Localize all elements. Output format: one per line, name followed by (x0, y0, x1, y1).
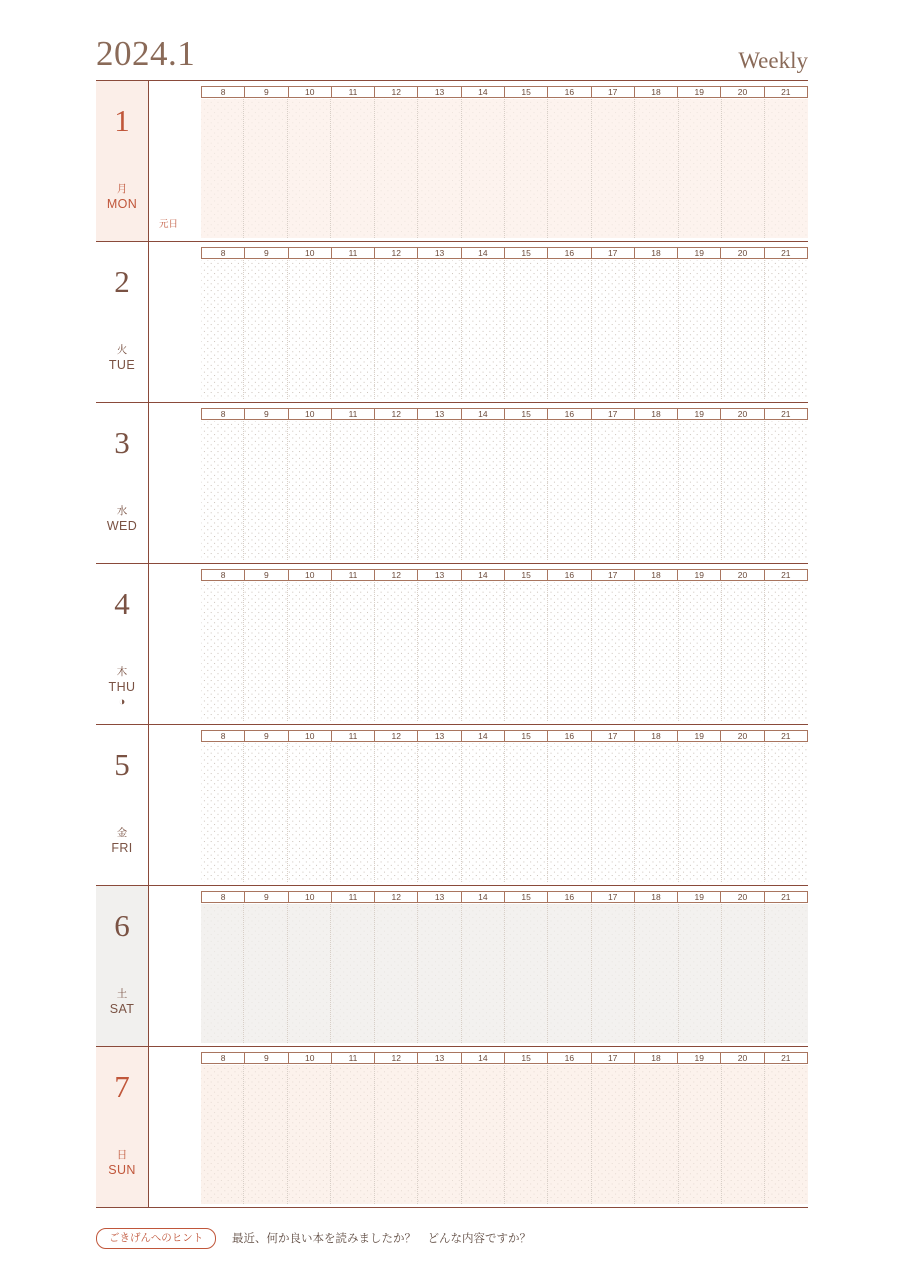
day-weekday-en: WED (106, 519, 138, 533)
hour-ruler (201, 408, 808, 420)
hour-tick: 12 (375, 731, 418, 741)
hour-column[interactable] (375, 1065, 418, 1204)
hour-tick: 16 (548, 892, 591, 902)
hour-column[interactable] (244, 743, 287, 882)
hour-column[interactable] (592, 582, 635, 721)
hour-tick: 12 (375, 1053, 418, 1063)
hour-tick: 12 (375, 409, 418, 419)
hour-tick: 18 (635, 570, 678, 580)
hour-column[interactable] (375, 582, 418, 721)
hour-tick: 18 (635, 731, 678, 741)
hour-column[interactable] (722, 260, 765, 399)
hour-column[interactable] (765, 1065, 807, 1204)
hour-column[interactable] (592, 260, 635, 399)
hour-column[interactable] (244, 421, 287, 560)
hour-column[interactable] (244, 260, 287, 399)
day-weekday-jp: 日 (116, 1149, 128, 1161)
day-row (96, 563, 808, 724)
hour-tick: 12 (375, 87, 418, 97)
day-number: 5 (114, 747, 130, 782)
hour-tick: 17 (592, 409, 635, 419)
hour-column[interactable] (462, 582, 505, 721)
hour-column[interactable] (375, 421, 418, 560)
hour-tick: 20 (721, 1053, 764, 1063)
hour-tick: 11 (332, 570, 375, 580)
day-weekday-jp: 金 (116, 827, 128, 839)
hour-tick: 10 (289, 731, 332, 741)
section-title: Weekly (738, 48, 808, 73)
hour-column[interactable] (722, 582, 765, 721)
hour-tick: 19 (678, 570, 721, 580)
hour-tick: 15 (505, 570, 548, 580)
hour-ruler (201, 247, 808, 259)
hour-column[interactable] (201, 260, 244, 399)
hour-column[interactable] (288, 1065, 331, 1204)
hour-tick: 18 (635, 87, 678, 97)
day-number: 1 (114, 103, 130, 138)
hour-tick: 18 (635, 248, 678, 258)
hour-column[interactable] (592, 421, 635, 560)
hour-column[interactable] (592, 904, 635, 1043)
hour-column[interactable] (679, 421, 722, 560)
day-label-sun (96, 1047, 149, 1208)
hour-column[interactable] (201, 1065, 244, 1204)
day-weekday-jp: 木 (116, 666, 128, 678)
hour-column-lines[interactable] (201, 743, 808, 882)
hour-column[interactable] (679, 904, 722, 1043)
hour-column-lines[interactable] (201, 904, 808, 1043)
hour-tick: 19 (678, 731, 721, 741)
hour-tick: 14 (462, 248, 505, 258)
moon-phase-icon: ◑ (118, 696, 126, 708)
hour-tick: 10 (289, 87, 332, 97)
hour-ruler (201, 891, 808, 903)
hour-column[interactable] (418, 904, 461, 1043)
day-number: 7 (114, 1069, 130, 1104)
hour-column[interactable] (418, 743, 461, 882)
hour-column[interactable] (288, 260, 331, 399)
hour-column[interactable] (505, 1065, 548, 1204)
day-number: 4 (114, 586, 130, 621)
hour-tick: 15 (505, 87, 548, 97)
hour-column[interactable] (288, 421, 331, 560)
hour-tick: 13 (418, 409, 461, 419)
hour-column[interactable] (592, 743, 635, 882)
day-label-thu (96, 564, 149, 725)
hour-column[interactable] (765, 743, 807, 882)
hour-column[interactable] (635, 904, 678, 1043)
hour-tick: 12 (375, 570, 418, 580)
hour-column[interactable] (288, 743, 331, 882)
hour-column[interactable] (418, 260, 461, 399)
hour-column[interactable] (765, 260, 807, 399)
day-label-tue (96, 242, 149, 403)
hour-column[interactable] (548, 743, 591, 882)
hour-tick: 8 (202, 409, 245, 419)
hour-column[interactable] (635, 582, 678, 721)
hour-column[interactable] (331, 904, 374, 1043)
hour-tick: 8 (202, 892, 245, 902)
hour-tick: 9 (245, 409, 288, 419)
day-weekday-en: SAT (109, 1002, 135, 1016)
hour-tick: 12 (375, 892, 418, 902)
hour-column[interactable] (244, 99, 287, 238)
hour-tick: 10 (289, 248, 332, 258)
hour-tick: 20 (721, 409, 764, 419)
day-row (96, 1046, 808, 1207)
hour-tick: 15 (505, 892, 548, 902)
week-day-list (96, 80, 808, 1207)
day-weekday-en: THU (108, 680, 136, 694)
hour-tick: 13 (418, 731, 461, 741)
hour-column[interactable] (462, 743, 505, 882)
hour-column[interactable] (201, 99, 244, 238)
hour-tick: 9 (245, 570, 288, 580)
hour-tick: 10 (289, 409, 332, 419)
hour-column[interactable] (722, 1065, 765, 1204)
hour-column[interactable] (548, 99, 591, 238)
day-number: 3 (114, 425, 130, 460)
hour-tick: 11 (332, 409, 375, 419)
hour-tick: 9 (245, 892, 288, 902)
hour-tick: 16 (548, 409, 591, 419)
hour-column[interactable] (765, 904, 807, 1043)
hour-tick: 16 (548, 248, 591, 258)
hour-column-lines[interactable] (201, 99, 808, 238)
hour-tick: 18 (635, 409, 678, 419)
hour-tick: 15 (505, 731, 548, 741)
day-row (96, 402, 808, 563)
day-weekday-jp: 火 (116, 344, 128, 356)
hour-column[interactable] (679, 260, 722, 399)
hour-column[interactable] (331, 421, 374, 560)
hour-tick: 9 (245, 248, 288, 258)
hour-column[interactable] (722, 421, 765, 560)
hour-column[interactable] (548, 904, 591, 1043)
hour-tick: 11 (332, 731, 375, 741)
hour-column[interactable] (462, 1065, 505, 1204)
hour-tick: 14 (462, 87, 505, 97)
hour-tick: 13 (418, 892, 461, 902)
hour-tick: 21 (781, 1053, 791, 1063)
hour-column[interactable] (635, 421, 678, 560)
hour-tick: 14 (462, 570, 505, 580)
hour-ruler (201, 86, 808, 98)
hour-column[interactable] (331, 743, 374, 882)
hour-tick: 8 (202, 1053, 245, 1063)
hour-column[interactable] (765, 99, 807, 238)
hour-ruler (201, 730, 808, 742)
hour-tick: 11 (332, 892, 375, 902)
hour-column[interactable] (418, 99, 461, 238)
hour-tick: 15 (505, 409, 548, 419)
day-weekday-en: FRI (111, 841, 133, 855)
hour-column[interactable] (375, 904, 418, 1043)
hour-tick: 17 (592, 892, 635, 902)
day-row (96, 80, 808, 241)
hour-tick: 20 (721, 731, 764, 741)
hour-column[interactable] (635, 260, 678, 399)
hour-column[interactable] (722, 904, 765, 1043)
hour-column[interactable] (505, 904, 548, 1043)
hour-column[interactable] (505, 260, 548, 399)
hour-tick: 14 (462, 731, 505, 741)
footer-hint (96, 1228, 808, 1252)
hour-tick: 17 (592, 87, 635, 97)
hour-column[interactable] (505, 582, 548, 721)
day-schedule-area[interactable] (149, 242, 808, 403)
hour-column[interactable] (679, 743, 722, 882)
day-weekday-en: TUE (108, 358, 136, 372)
hour-tick: 17 (592, 570, 635, 580)
hour-tick: 17 (592, 731, 635, 741)
hour-column[interactable] (679, 1065, 722, 1204)
hour-column[interactable] (331, 260, 374, 399)
hint-question-text: 最近、何か良い本を読みましたか？ どんな内容ですか？ (232, 1233, 531, 1245)
day-number: 2 (114, 264, 130, 299)
hour-tick: 15 (505, 248, 548, 258)
hour-column[interactable] (244, 1065, 287, 1204)
hour-column[interactable] (462, 99, 505, 238)
day-number: 6 (114, 908, 130, 943)
hour-tick: 16 (548, 570, 591, 580)
hour-column[interactable] (331, 99, 374, 238)
hour-column[interactable] (244, 904, 287, 1043)
hour-column[interactable] (548, 260, 591, 399)
hour-tick: 20 (721, 892, 764, 902)
hour-tick: 8 (202, 570, 245, 580)
hour-tick: 19 (678, 409, 721, 419)
hour-tick: 16 (548, 1053, 591, 1063)
hour-tick: 11 (332, 1053, 375, 1063)
hour-column-lines[interactable] (201, 260, 808, 399)
hour-tick: 17 (592, 248, 635, 258)
page-header (96, 34, 808, 78)
hour-tick: 19 (678, 87, 721, 97)
hour-column[interactable] (418, 421, 461, 560)
hour-column[interactable] (288, 99, 331, 238)
hour-ruler (201, 1052, 808, 1064)
hour-column[interactable] (331, 1065, 374, 1204)
hour-column[interactable] (722, 743, 765, 882)
day-schedule-area[interactable] (149, 886, 808, 1047)
hour-column-lines[interactable] (201, 582, 808, 721)
day-weekday-jp: 月 (116, 183, 128, 195)
hour-column[interactable] (635, 1065, 678, 1204)
hour-tick: 16 (548, 87, 591, 97)
day-label-mon (96, 81, 149, 242)
hour-column[interactable] (462, 904, 505, 1043)
hour-tick: 20 (721, 87, 764, 97)
day-row (96, 724, 808, 885)
hour-tick: 21 (781, 892, 791, 902)
hour-tick: 8 (202, 731, 245, 741)
day-schedule-area[interactable] (149, 564, 808, 725)
hour-tick: 19 (678, 1053, 721, 1063)
hour-tick: 21 (781, 570, 791, 580)
hint-pill-label: ごきげんへのヒント (96, 1228, 216, 1249)
hour-tick: 19 (678, 248, 721, 258)
hour-tick: 12 (375, 248, 418, 258)
hour-column-lines[interactable] (201, 1065, 808, 1204)
hour-column[interactable] (505, 743, 548, 882)
hour-column[interactable] (548, 421, 591, 560)
hour-column[interactable] (679, 582, 722, 721)
hour-ruler (201, 569, 808, 581)
hour-column[interactable] (548, 1065, 591, 1204)
day-weekday-en: MON (106, 197, 138, 211)
hour-column[interactable] (418, 1065, 461, 1204)
hour-tick: 18 (635, 892, 678, 902)
hour-column[interactable] (592, 99, 635, 238)
hour-column[interactable] (679, 99, 722, 238)
hour-tick: 16 (548, 731, 591, 741)
day-label-fri (96, 725, 149, 886)
hour-column[interactable] (635, 743, 678, 882)
hour-tick: 10 (289, 570, 332, 580)
month-title: 2024.1 (96, 34, 196, 73)
day-schedule-area[interactable] (149, 403, 808, 564)
day-label-wed (96, 403, 149, 564)
hour-column[interactable] (765, 582, 807, 721)
hour-column[interactable] (592, 1065, 635, 1204)
hour-tick: 11 (332, 248, 375, 258)
hour-tick: 21 (781, 409, 791, 419)
hour-column[interactable] (201, 421, 244, 560)
hour-tick: 14 (462, 1053, 505, 1063)
hour-tick: 21 (781, 731, 791, 741)
hour-column-lines[interactable] (201, 421, 808, 560)
hour-column[interactable] (462, 260, 505, 399)
hour-tick: 8 (202, 87, 245, 97)
hour-column[interactable] (375, 260, 418, 399)
hour-tick: 10 (289, 892, 332, 902)
hour-column[interactable] (505, 421, 548, 560)
hour-tick: 20 (721, 570, 764, 580)
hour-column[interactable] (765, 421, 807, 560)
hour-tick: 10 (289, 1053, 332, 1063)
day-schedule-area[interactable] (149, 1047, 808, 1208)
hour-tick: 11 (332, 87, 375, 97)
hour-column[interactable] (288, 582, 331, 721)
hour-column[interactable] (418, 582, 461, 721)
day-schedule-area[interactable] (149, 725, 808, 886)
hour-tick: 21 (781, 87, 791, 97)
hour-tick: 9 (245, 731, 288, 741)
hour-column[interactable] (375, 743, 418, 882)
hour-tick: 20 (721, 248, 764, 258)
hour-tick: 17 (592, 1053, 635, 1063)
hour-tick: 19 (678, 892, 721, 902)
day-row (96, 241, 808, 402)
hour-column[interactable] (331, 582, 374, 721)
hour-column[interactable] (288, 904, 331, 1043)
hour-column[interactable] (375, 99, 418, 238)
hour-column[interactable] (722, 99, 765, 238)
holiday-note: 元日 (159, 219, 179, 230)
day-row (96, 885, 808, 1046)
day-weekday-jp: 土 (116, 988, 128, 1000)
hour-column[interactable] (201, 582, 244, 721)
day-schedule-area[interactable] (149, 81, 808, 242)
hour-tick: 15 (505, 1053, 548, 1063)
hour-column[interactable] (462, 421, 505, 560)
hour-tick: 18 (635, 1053, 678, 1063)
hour-tick: 14 (462, 892, 505, 902)
hour-column[interactable] (505, 99, 548, 238)
hour-column[interactable] (548, 582, 591, 721)
hour-tick: 21 (781, 248, 791, 258)
hour-column[interactable] (635, 99, 678, 238)
bottom-divider (96, 1207, 808, 1208)
hour-column[interactable] (201, 743, 244, 882)
day-weekday-jp: 水 (116, 505, 128, 517)
hour-tick: 13 (418, 248, 461, 258)
day-weekday-en: SUN (108, 1163, 136, 1177)
day-label-sat (96, 886, 149, 1047)
hour-column[interactable] (244, 582, 287, 721)
hour-tick: 8 (202, 248, 245, 258)
hour-tick: 9 (245, 1053, 288, 1063)
hour-tick: 13 (418, 570, 461, 580)
hour-tick: 13 (418, 87, 461, 97)
hour-tick: 14 (462, 409, 505, 419)
hour-column[interactable] (201, 904, 244, 1043)
hour-tick: 13 (418, 1053, 461, 1063)
hour-tick: 9 (245, 87, 288, 97)
